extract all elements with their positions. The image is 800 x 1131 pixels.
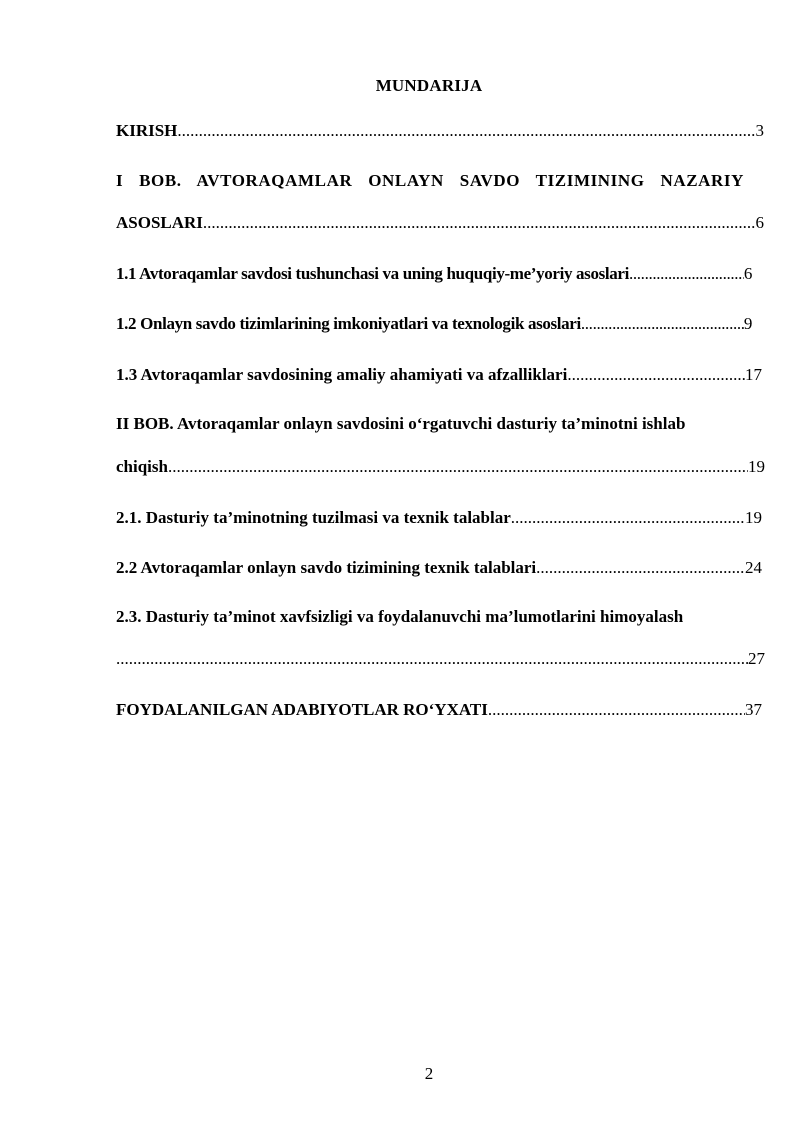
- toc-page-number: 19: [748, 457, 765, 476]
- toc-page-number: 27: [748, 649, 765, 668]
- page-number: 2: [424, 1064, 434, 1083]
- toc-entry-1-3[interactable]: [116, 365, 762, 385]
- toc-entry-label: FOYDALANILGAN ADABIYOTLAR RO‘YXATI: [116, 700, 488, 719]
- toc-page-number: 6: [755, 213, 764, 232]
- toc-page-number: 19: [745, 508, 762, 527]
- toc-chapter-2-heading[interactable]: II BOB. Avtoraqamlar onlayn savdosini o‘rgatuvchi dasturiy ta’minotni ishlab: [116, 414, 686, 433]
- toc-entry-label: ASOSLARI: [116, 213, 203, 232]
- toc-leader-dots: [168, 457, 748, 477]
- toc-entry-label: chiqish: [116, 457, 168, 476]
- toc-leader-dots: [511, 508, 745, 528]
- toc-leader-dots: [177, 121, 755, 141]
- toc-entry-chapter-1[interactable]: [116, 213, 764, 233]
- toc-page-number: 17: [745, 365, 762, 384]
- toc-entry-1-2[interactable]: [116, 314, 752, 334]
- toc-section-2-3-heading[interactable]: 2.3. Dasturiy ta’minot xavfsizligi va foydalanuvchi ma’lumotlarini himoyalash: [116, 607, 684, 626]
- toc-leader-dots: [567, 365, 745, 385]
- toc-leader-dots: [536, 558, 745, 578]
- toc-entry-2-1[interactable]: [116, 508, 762, 528]
- toc-entry-label: 2.1. Dasturiy ta’minotning tuzilmasi va texnik talablar: [116, 508, 511, 527]
- toc-entry-chapter-2[interactable]: [116, 457, 765, 477]
- toc-chapter-1-heading[interactable]: I BOB. AVTORAQAMLAR ONLAYN SAVDO TIZIMINING NAZARIY: [116, 171, 744, 190]
- toc-entry-label: 1.1 Avtoraqamlar savdosi tushunchasi va uning huquqiy-me’yoriy asoslari: [116, 264, 629, 283]
- toc-page-number: 6: [743, 264, 752, 283]
- toc-leader-dots: [488, 700, 745, 720]
- toc-page-number: 24: [745, 558, 762, 577]
- toc-entry-label: 1.3 Avtoraqamlar savdosining amaliy ahamiyati va afzalliklari: [116, 365, 568, 384]
- toc-entry-references[interactable]: [116, 700, 762, 720]
- toc-entry-label: 1.2 Onlayn savdo tizimlarining imkoniyatlari va texnologik asoslari: [116, 314, 581, 333]
- toc-entry-2-3[interactable]: [116, 649, 765, 669]
- toc-page-number: 37: [745, 700, 762, 719]
- toc-leader-dots: [116, 649, 748, 669]
- toc-leader-dots: [629, 264, 744, 284]
- toc-entry-2-2[interactable]: [116, 558, 762, 578]
- toc-entry-label: KIRISH: [116, 121, 178, 140]
- toc-entry-kirish[interactable]: [116, 121, 764, 141]
- toc-entry-1-1[interactable]: [116, 264, 752, 284]
- toc-leader-dots: [581, 314, 744, 334]
- toc-leader-dots: [203, 213, 756, 233]
- toc-page-number: 3: [755, 121, 764, 140]
- toc-entry-label: 2.2 Avtoraqamlar onlayn savdo tizimining texnik talablari: [116, 558, 537, 577]
- toc-page-number: 9: [743, 314, 752, 333]
- page-title: MUNDARIJA: [375, 76, 483, 95]
